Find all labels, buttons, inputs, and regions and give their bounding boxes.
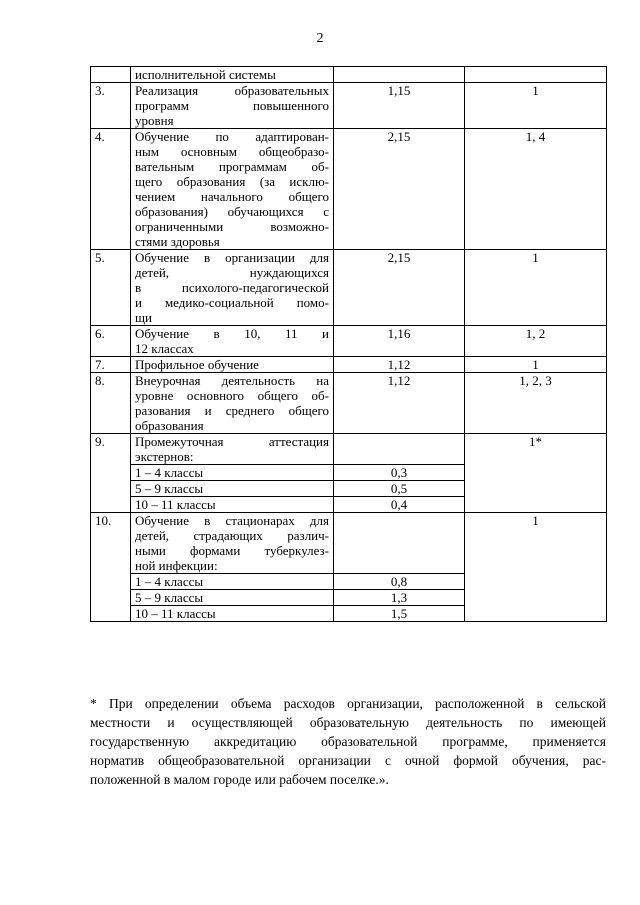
text-line: ограниченными возможно-: [135, 219, 329, 234]
text-line: щего образования (за исклю-: [135, 174, 329, 189]
text-line: уровне основного общего об-: [135, 388, 329, 403]
text-line: Обучение в стационарах для: [135, 513, 329, 528]
text-line: 12 классах: [135, 341, 194, 356]
text-line: образования: [135, 418, 204, 433]
row-number: 9.: [91, 434, 131, 513]
footnote: [90, 694, 606, 789]
text-line: ным основным общеобразо-: [135, 144, 329, 159]
table-row: [91, 434, 607, 465]
text-line: ной инфекции:: [135, 558, 218, 573]
row-description: [131, 357, 334, 373]
row-description: [131, 373, 334, 434]
table-row: [91, 513, 607, 574]
row-number: 4.: [91, 129, 131, 250]
row-basis: 1, 4: [465, 129, 607, 250]
text-line: в психолого-педагогической: [135, 280, 329, 295]
footnote-line: местности и осуществляющей образовательную деятельность по имеющей: [90, 715, 606, 730]
subrow-label: 5 – 9 классы: [131, 481, 334, 497]
text-line: Обучение по адаптирован-: [135, 129, 329, 144]
table-row: [91, 326, 607, 357]
text-line: уровня: [135, 113, 174, 128]
row-coefficient: 1,12: [334, 357, 465, 373]
subrow-coefficient: 0,5: [334, 481, 465, 497]
row-number: 10.: [91, 513, 131, 622]
footnote-line: положенной в малом городе или рабочем поселке.».: [90, 772, 389, 787]
row-number: 6.: [91, 326, 131, 357]
text-line: Обучение в организации для: [135, 250, 329, 265]
row-description: [131, 83, 334, 129]
text-line: Промежуточная аттестация: [135, 434, 329, 449]
subrow-coefficient: 1,3: [334, 590, 465, 606]
subrow-coefficient: 0,4: [334, 497, 465, 513]
row-basis: 1: [465, 83, 607, 129]
subrow-coefficient: 0,8: [334, 574, 465, 590]
table-row: [91, 129, 607, 250]
row-basis: [465, 67, 607, 83]
row-number: 7.: [91, 357, 131, 373]
table-row: [91, 357, 607, 373]
text-line: щи: [135, 310, 152, 325]
footnote-line: норматив общеобразовательной организации с очной формой обучения, рас-: [90, 753, 606, 768]
row-number: [91, 67, 131, 83]
subrow-label: 10 – 11 классы: [131, 606, 334, 622]
table-row: [91, 373, 607, 434]
text-line: и медико-социальной помо-: [135, 295, 329, 310]
row-coefficient: [334, 67, 465, 83]
footnote-line: * При определении объема расходов организации, расположенной в сельской: [90, 696, 606, 711]
text-line: Профильное обучение: [135, 357, 259, 372]
text-line: разования и среднего общего: [135, 403, 329, 418]
row-description: [131, 129, 334, 250]
row-coefficient: [334, 434, 465, 465]
row-coefficient: 2,15: [334, 129, 465, 250]
row-description: [131, 250, 334, 326]
text-line: экстернов:: [135, 449, 194, 464]
table-row: [91, 83, 607, 129]
subrow-coefficient: 0,3: [334, 465, 465, 481]
text-line: Внеурочная деятельность на: [135, 373, 329, 388]
subrow-label: 5 – 9 классы: [131, 590, 334, 606]
coefficients-table: [90, 66, 607, 622]
subrow-label: 1 – 4 классы: [131, 465, 334, 481]
subrow-coefficient: 1,5: [334, 606, 465, 622]
table-row: [91, 67, 607, 83]
row-basis: 1: [465, 357, 607, 373]
text-line: вательным программам об-: [135, 159, 329, 174]
row-coefficient: 1,16: [334, 326, 465, 357]
text-line: детей, страдающих различ-: [135, 528, 329, 543]
row-number: 3.: [91, 83, 131, 129]
subrow-label: 10 – 11 классы: [131, 497, 334, 513]
subrow-label: 1 – 4 классы: [131, 574, 334, 590]
row-basis: 1, 2: [465, 326, 607, 357]
footnote-line: государственную аккредитацию образовательной программе, применяется: [90, 734, 606, 749]
row-description: [131, 513, 334, 574]
row-basis: 1: [465, 250, 607, 326]
row-coefficient: [334, 513, 465, 574]
row-coefficient: 2,15: [334, 250, 465, 326]
row-number: 5.: [91, 250, 131, 326]
row-basis: 1*: [465, 434, 607, 513]
text-line: стями здоровья: [135, 234, 220, 249]
row-basis: 1, 2, 3: [465, 373, 607, 434]
text-line: ными формами туберкулез-: [135, 543, 329, 558]
row-basis: 1: [465, 513, 607, 622]
text-line: Обучение в 10, 11 и: [135, 326, 329, 341]
text-line: чением начального общего: [135, 189, 329, 204]
page-number: 2: [316, 31, 324, 46]
text-line: Реализация образовательных: [135, 83, 329, 98]
row-number: 8.: [91, 373, 131, 434]
row-description: [131, 67, 334, 83]
table-row: [91, 250, 607, 326]
text-line: образования) обучающихся с: [135, 204, 329, 219]
text-line: исполнительной системы: [135, 67, 276, 82]
text-line: программ повышенного: [135, 98, 329, 113]
text-line: детей, нуждающихся: [135, 265, 329, 280]
row-coefficient: 1,15: [334, 83, 465, 129]
row-description: [131, 434, 334, 465]
row-coefficient: 1,12: [334, 373, 465, 434]
row-description: [131, 326, 334, 357]
